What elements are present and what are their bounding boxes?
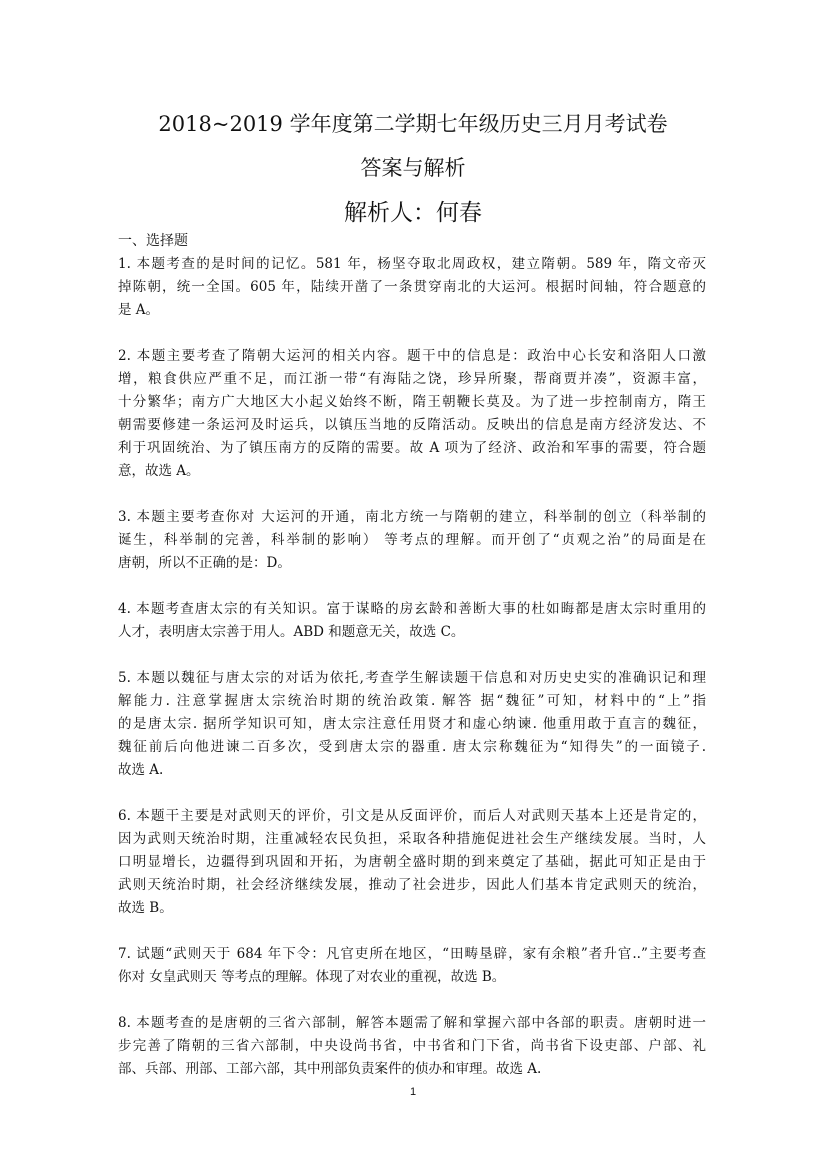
answer-line: 是 A。 [118,302,160,318]
answer-line: 故选 A. [118,762,164,778]
answer-line: 5. 本题以魏征与唐太宗的对话为依托,考查学生解读题干信息和对历史史实的准确识记和理 [118,670,706,686]
answer-line: 步完善了隋朝的三省六部制，中央设尚书省，中书省和门下省，尚书省下设吏部、户部、礼 [118,1038,706,1054]
author-line: 解析人：何春 [344,200,482,226]
answer-item [118,943,706,989]
answer-line: 掉陈朝，统一全国。605 年，陆续开凿了一条贯穿南北的大运河。根据时间轴，符合题意的 [118,279,706,295]
exam-title: 2018~2019 学年度第二学期七年级历史三月月考试卷 [158,112,668,136]
section-heading: 一、选择题 [118,233,188,249]
answer-item [118,667,706,782]
answer-line: 6. 本题干主要是对武则天的评价，引文是从反面评价，而后人对武则天基本上还是肯定的， [118,808,706,824]
answer-list [118,253,706,1104]
answer-line: 利于巩固统治、为了镇压南方的反隋的需要。故 A 项为了经济、政治和军事的需要，符合题 [118,440,706,456]
answer-line: 朝需要修建一条运河及时运兵，以镇压当地的反隋活动。反映出的信息是南方经济发达、不 [118,417,706,433]
answer-line: 8. 本题考查的是唐朝的三省六部制，解答本题需了解和掌握六部中各部的职责。唐朝时进一 [118,1015,706,1031]
answer-line: 3. 本题主要考查你对 大运河的开通，南北方统一与隋朝的建立，科举制的创立（科举制的 [118,509,706,525]
answer-item [118,253,706,322]
answer-line: 因为武则天统治时期，注重减轻农民负担，采取各种措施促进社会生产继续发展。当时，人 [118,831,706,847]
answer-line: 魏征前后向他进谏二百多次，受到唐太宗的器重. 唐太宗称魏征为“知得失”的一面镜子. [118,739,706,755]
page-number: 1 [409,1086,417,1098]
answer-line: 你对 女皇武则天 等考点的理解。体现了对农业的重视，故选 B。 [118,969,506,985]
answer-item [118,598,706,644]
answer-item [118,506,706,575]
answer-line: 部、兵部、刑部、工部六部，其中刑部负责案件的侦办和审理。故选 A. [118,1061,542,1077]
answer-line: 诞生，科举制的完善，科举制的影响） 等考点的理解。而开创了“贞观之治”的局面是在 [118,532,706,548]
answer-line: 7. 试题“武则天于 684 年下令：凡官吏所在地区，“田畴垦辟，家有余粮”者升官..”主要考查 [118,946,706,962]
answer-line: 故选 B。 [118,900,173,916]
answer-item [118,1012,706,1081]
answer-line: 人才，表明唐太宗善于用人。ABD 和题意无关，故选 C。 [118,624,465,640]
answer-line: 解能力. 注意掌握唐太宗统治时期的统治政策. 解答 据“魏征”可知，材料中的“上”指 [118,693,706,709]
answer-item [118,805,706,920]
answer-line: 口明显增长，边疆得到巩固和开拓，为唐朝全盛时期的到来奠定了基础，据此可知正是由于 [118,854,706,870]
answer-line: 十分繁华；南方广大地区大小起义始终不断，隋王朝鞭长莫及。为了进一步控制南方，隋王 [118,394,706,410]
answer-line: 的是唐太宗. 据所学知识可知，唐太宗注意任用贤才和虚心纳谏. 他重用敢于直言的魏征， [118,716,706,732]
answer-item [118,345,706,483]
answer-line: 武则天统治时期，社会经济继续发展，推动了社会进步，因此人们基本肯定武则天的统治， [118,877,706,893]
answer-line: 2. 本题主要考查了隋朝大运河的相关内容。题干中的信息是：政治中心长安和洛阳人口激 [118,348,706,364]
answer-line: 意，故选 A。 [118,463,200,479]
answer-line: 唐朝，所以不正确的是：D。 [118,555,291,571]
exam-subtitle: 答案与解析 [360,156,466,180]
answer-line: 4. 本题考查唐太宗的有关知识。富于谋略的房玄龄和善断大事的杜如晦都是唐太宗时重用的 [118,601,706,617]
answer-line: 增，粮食供应严重不足，而江浙一带“有海陆之饶，珍异所聚，帮商贾并凑”，资源丰富， [118,371,706,387]
answer-line: 1. 本题考查的是时间的记忆。581 年，杨坚夺取北周政权，建立隋朝。589 年，隋文帝灭 [118,256,706,272]
